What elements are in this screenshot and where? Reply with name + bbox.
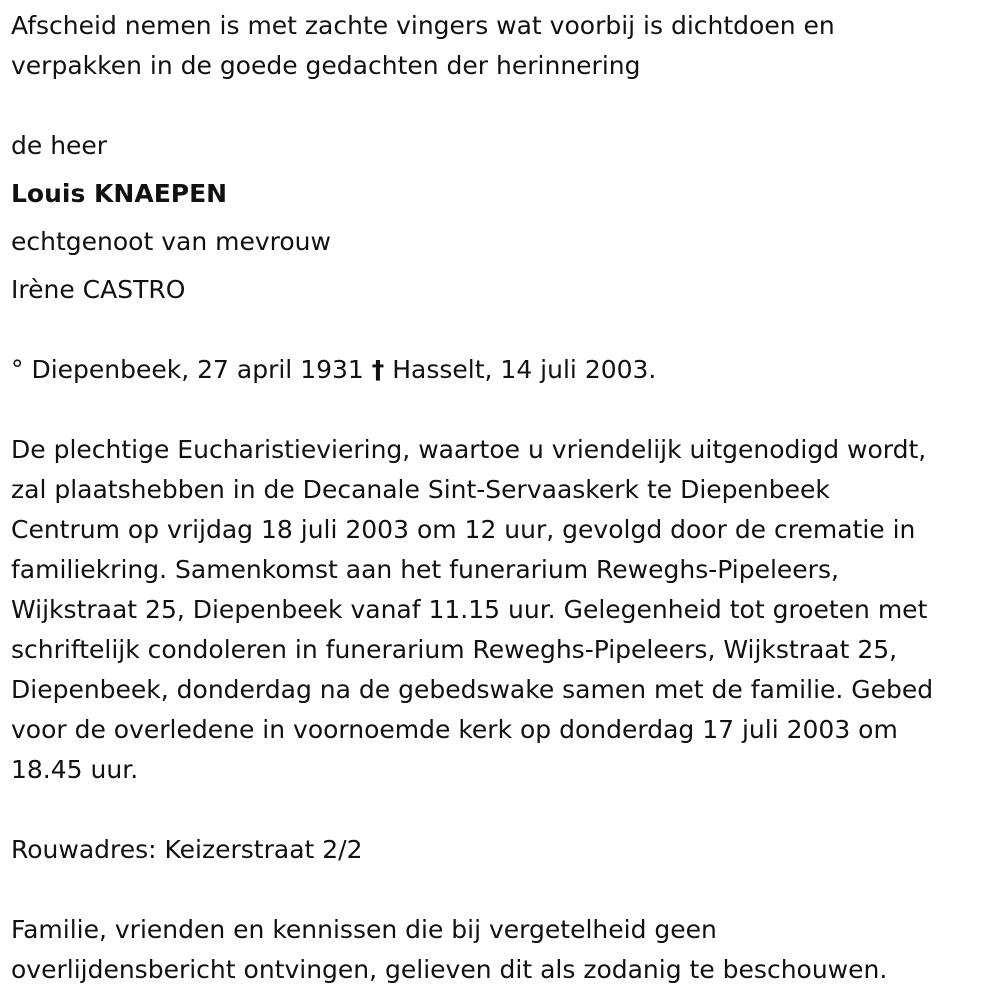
spacer [11, 390, 991, 430]
death-date: Hasselt, 14 juli 2003. [392, 355, 657, 384]
life-dates [11, 350, 991, 390]
birth-date: Diepenbeek, 27 april 1931 [31, 355, 364, 384]
closing-line-1: Familie, vrienden en kennissen die bij vergetelheid geen [11, 915, 717, 944]
spouse-relation: echtgenoot van mevrouw [11, 227, 331, 256]
person-title: de heer [11, 131, 108, 160]
spouse-name: Irène CASTRO [11, 275, 186, 304]
cross-icon: † [371, 355, 385, 384]
spacer [11, 870, 991, 910]
ceremony-line: De plechtige Eucharistieviering, waartoe u vriendelijk uitgenodigd wordt, [11, 435, 927, 464]
person-block [11, 126, 991, 310]
ceremony-line: voor de overledene in voornoemde kerk op donderdag 17 juli 2003 om [11, 715, 898, 744]
deceased-name: Louis KNAEPEN [11, 179, 228, 208]
ceremony-line: familiekring. Samenkomst aan het funerarium Reweghs-Pipeleers, [11, 555, 839, 584]
opening-quote [11, 6, 991, 86]
quote-line-2: verpakken in de goede gedachten der herinnering [11, 51, 641, 80]
obituary-notice [11, 6, 991, 990]
closing-line-2: overlijdensbericht ontvingen, gelieven dit als zodanig te beschouwen. [11, 955, 888, 984]
spacer [11, 790, 991, 830]
ceremony-line: Diepenbeek, donderdag na de gebedswake samen met de familie. Gebed [11, 675, 934, 704]
ceremony-paragraph [11, 430, 991, 790]
ceremony-line: 18.45 uur. [11, 755, 139, 784]
ceremony-line: Wijkstraat 25, Diepenbeek vanaf 11.15 uur. Gelegenheid tot groeten met [11, 595, 928, 624]
spacer [11, 310, 991, 350]
ceremony-line: schriftelijk condoleren in funerarium Reweghs-Pipeleers, Wijkstraat 25, [11, 635, 898, 664]
closing-note [11, 910, 991, 990]
ceremony-line: zal plaatshebben in de Decanale Sint-Servaaskerk te Diepenbeek [11, 475, 830, 504]
birth-symbol: ° [11, 355, 24, 384]
mourning-address-text: Rouwadres: Keizerstraat 2/2 [11, 835, 363, 864]
ceremony-line: Centrum op vrijdag 18 juli 2003 om 12 uur, gevolgd door de crematie in [11, 515, 916, 544]
mourning-address [11, 830, 991, 870]
quote-line-1: Afscheid nemen is met zachte vingers wat voorbij is dichtdoen en [11, 11, 835, 40]
spacer [11, 86, 991, 126]
